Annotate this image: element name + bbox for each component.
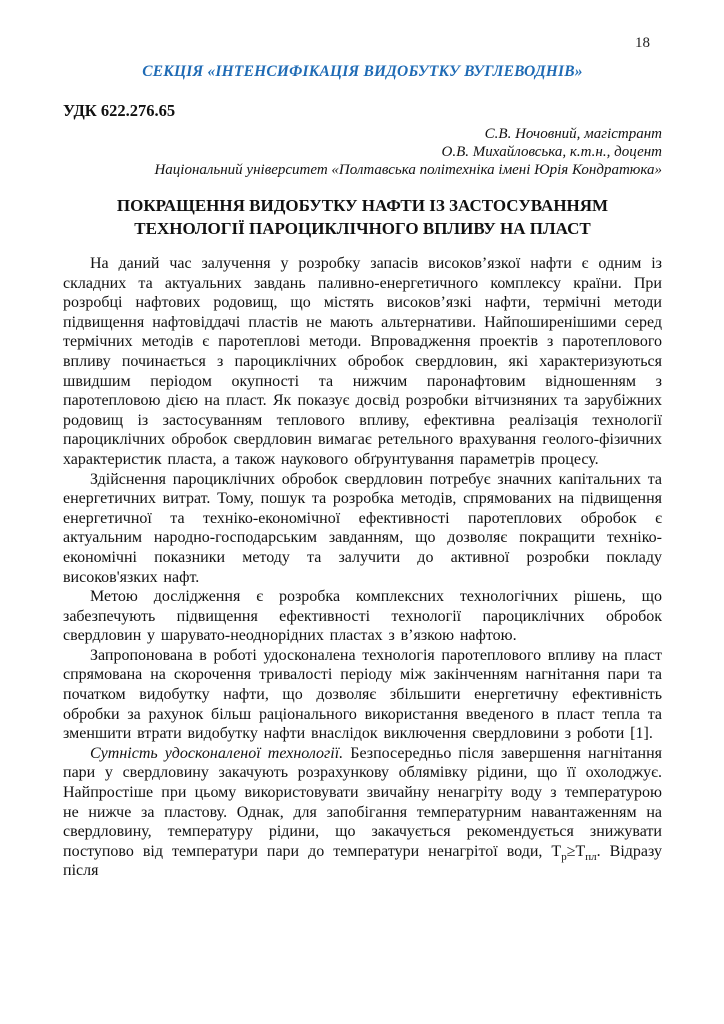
paragraph-1: На даний час залучення у розробку запасів високов’язкої нафти є одним із складних та актуальних завдань паливно-енергетичного комплексу країни. При розробці нафтових родовищ, що містять високов’язкі нафти, термічні методи підвищення нафтовіддачі пластів не мають альтернативи. Найпоширенішими серед термічних методів є паротеплові методи. Впровадження проектів з паротеплового впливу починається з пароциклічних обробок свердловин, які характеризуються швидшим періодом окупності та нижчим паронафтовим відношенням з паротепловою дією на пласт. Як показує досвід розробки вітчизняних та зарубіжних родовищ із застосуванням теплового впливу, ефективна реалізація технології пароциклічних обробок свердловин вимагає ретельного врахування геолого-фізичних характеристик пласта, а також наукового обґрунтування параметрів процесу. xyxy=(63,255,662,468)
paragraph-5-text-end: . Відразу після xyxy=(63,842,662,880)
formula-temperature-symbol-1: Т xyxy=(551,842,562,860)
paragraph-5-text: Безпосередньо після завершення нагнітання пари у свердловину закачують розрахункову облямівку рідини, що її охолоджує. Найпростіше при цьому використовувати звичайну ненагріту воду з температурою не нижче за пластову. Однак, для запобігання температурним навантаженням на свердловину, температуру рідини, що закачується рекомендується знижувати поступово від температури пари до температури ненагрітої води, xyxy=(63,744,662,860)
paragraph-3: Метою дослідження є розробка комплексних технологічних рішень, що забезпечують підвищення ефективності технології пароциклічних обробок свердловин у шарувато-неоднорідних пластах з в’язкою нафтою. xyxy=(63,588,662,645)
page-number: 18 xyxy=(635,35,650,51)
article-title xyxy=(63,195,662,240)
author-line-2: О.В. Михайловська, к.т.н., доцент xyxy=(441,144,662,160)
udc-code: УДК 622.276.65 xyxy=(63,101,176,120)
affiliation-line: Національний університет «Полтавська політехніка імені Юрія Кондратюка» xyxy=(154,162,662,178)
formula-subscript-1: р xyxy=(561,851,567,863)
paragraph-5-lead-italic: Сутність удосконаленої технології. xyxy=(90,744,344,762)
paragraph-2: Здійснення пароциклічних обробок свердловин потребує значних капітальних та енергетичних витрат. Тому, пошук та розробка методів, спрямованих на підвищення енергетичної та техніко-економічної ефективності паротеплових обробок є актуальним народно-господарським завданням, що дозволяє покращити техніко-економічні показники методу та залучити до активної розробки покладу високов'язких нафт. xyxy=(63,470,662,586)
formula-gte-operator: ≥ xyxy=(566,842,576,860)
section-header: СЕКЦІЯ «ІНТЕНСИФІКАЦІЯ ВИДОБУТКУ ВУГЛЕВОДНІВ» xyxy=(142,63,583,80)
formula-temperature-symbol-2: Т xyxy=(575,842,586,860)
paragraph-5 xyxy=(63,744,662,881)
article-body xyxy=(63,254,662,881)
article-title-line-2: ТЕХНОЛОГІЇ ПАРОЦИКЛІЧНОГО ВПЛИВУ НА ПЛАСТ xyxy=(134,218,591,238)
paragraph-4: Запропонована в роботі удосконалена технологія паротеплового впливу на пласт спрямована на скорочення тривалості періоду між закінченням нагнітання пари та початком видобутку нафти, що дозволяє збільшити енергетичну ефективність обробки за рахунок більш раціонального використання введеного в пласт тепла та зменшити втрати видобутку нафти внаслідок виключення свердловини з роботи [1]. xyxy=(63,646,662,743)
author-block xyxy=(63,125,662,179)
article-title-line-1: ПОКРАЩЕННЯ ВИДОБУТКУ НАФТИ ІЗ ЗАСТОСУВАННЯМ xyxy=(116,196,609,215)
author-line-1: С.В. Ночовний, магістрант xyxy=(484,126,662,142)
formula-subscript-2: пл xyxy=(585,851,597,863)
